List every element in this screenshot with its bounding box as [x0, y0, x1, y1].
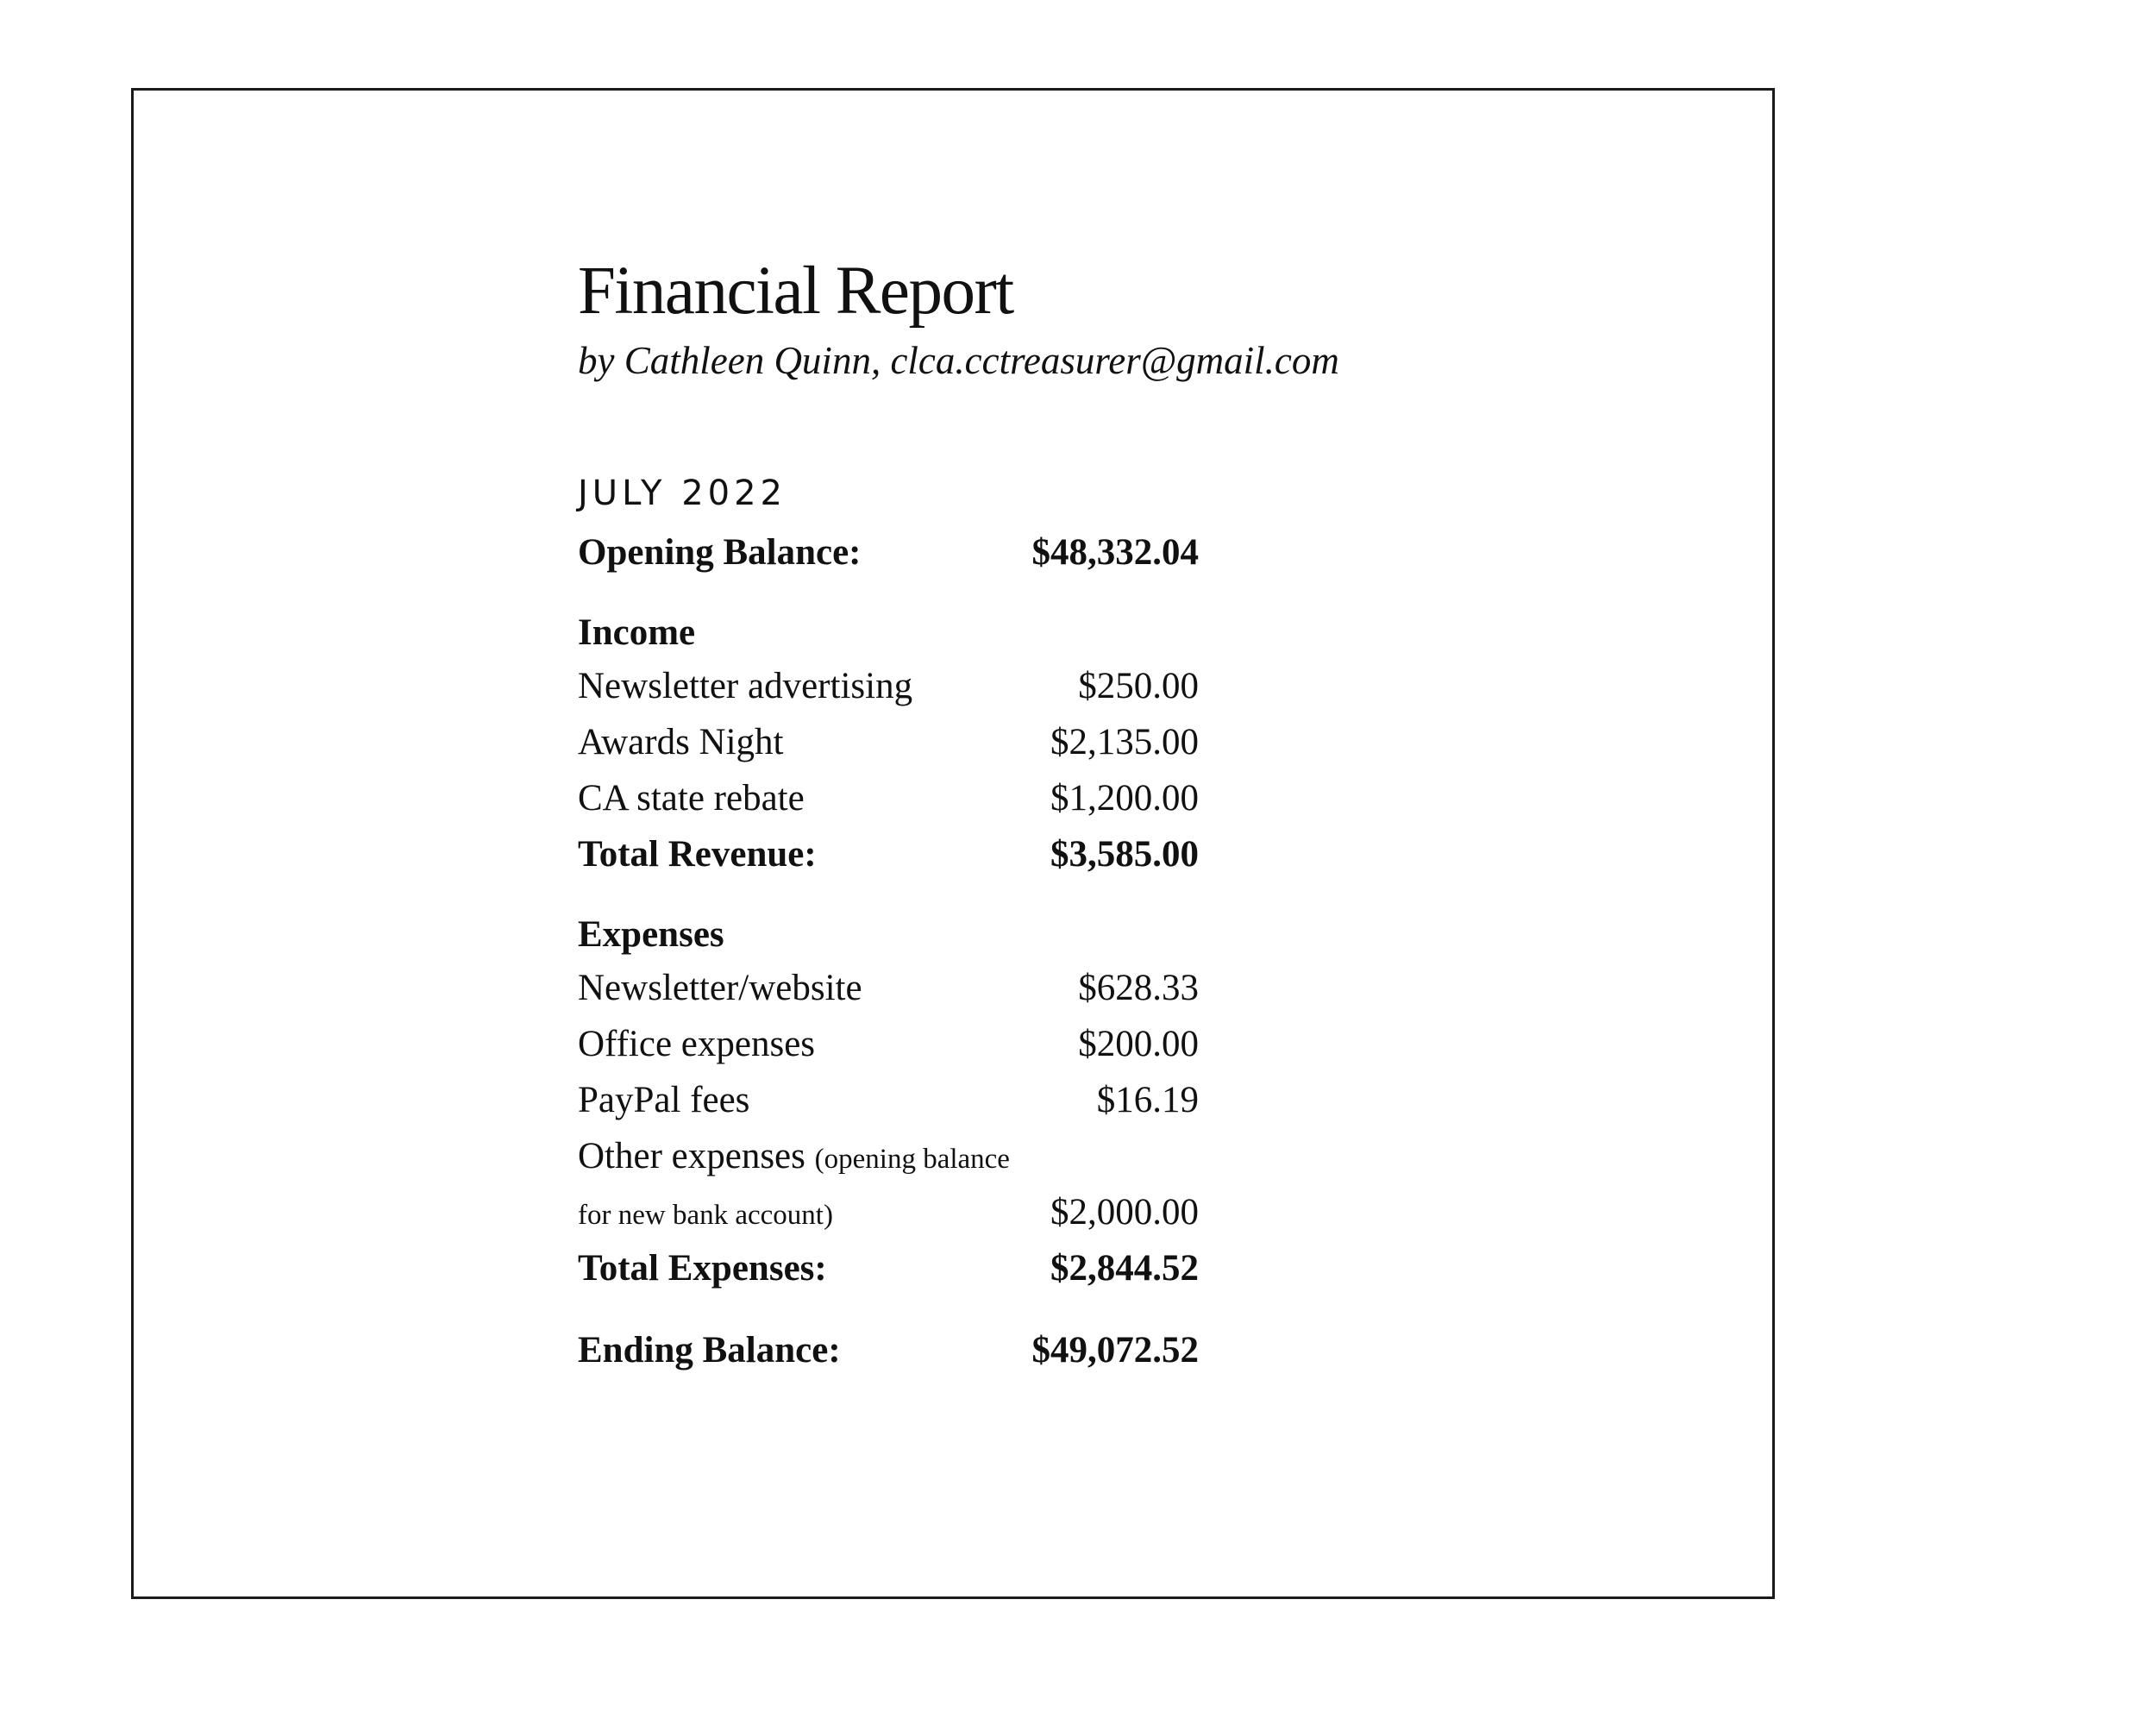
report-title: Financial Report — [578, 254, 1013, 329]
opening-balance-amount: $48,332.04 — [1031, 532, 1199, 573]
other-expenses-note: (opening balance — [814, 1144, 1010, 1175]
other-expenses-note-cont: for new bank account) — [578, 1200, 833, 1231]
expense-item-amount: $16.19 — [1096, 1080, 1199, 1120]
total-expenses-label: Total Expenses: — [578, 1248, 827, 1289]
income-row — [578, 658, 1199, 714]
income-row — [578, 770, 1199, 826]
opening-balance-row — [578, 524, 1199, 580]
income-row — [578, 714, 1199, 770]
expense-item-label: Newsletter/website — [578, 968, 862, 1008]
expense-item-label: PayPal fees — [578, 1080, 750, 1120]
total-expenses-row — [578, 1240, 1199, 1296]
report-content — [578, 250, 1339, 1378]
total-revenue-label: Total Revenue: — [578, 834, 817, 875]
expense-item-label: Office expenses — [578, 1024, 816, 1064]
income-item-label: Awards Night — [578, 722, 784, 762]
other-expenses-label: Other expenses — [578, 1136, 805, 1176]
income-item-amount: $2,135.00 — [1050, 722, 1199, 762]
expense-row — [578, 1072, 1199, 1128]
expense-row — [578, 1016, 1199, 1072]
ending-balance-amount: $49,072.52 — [1031, 1330, 1199, 1371]
ending-balance-label: Ending Balance: — [578, 1330, 841, 1371]
opening-balance-label: Opening Balance: — [578, 532, 862, 573]
total-revenue-row — [578, 826, 1199, 882]
expense-item-amount: $200.00 — [1078, 1024, 1199, 1064]
expense-item-amount: $628.33 — [1078, 968, 1199, 1008]
ending-balance-row — [578, 1322, 1199, 1378]
total-revenue-amount: $3,585.00 — [1050, 834, 1199, 875]
expense-row — [578, 960, 1199, 1016]
other-expenses-row — [578, 1188, 1199, 1240]
income-heading: Income — [578, 612, 696, 653]
income-item-label: Newsletter advertising — [578, 666, 913, 706]
total-expenses-amount: $2,844.52 — [1050, 1248, 1199, 1289]
other-expenses-amount: $2,000.00 — [1050, 1192, 1199, 1233]
other-expenses-line — [578, 1128, 1199, 1188]
report-month: JULY 2022 — [578, 474, 787, 513]
expenses-heading: Expenses — [578, 914, 724, 955]
report-byline: by Cathleen Quinn, clca.cctreasurer@gmail.com — [578, 339, 1339, 382]
income-item-label: CA state rebate — [578, 778, 805, 819]
income-item-amount: $250.00 — [1078, 666, 1199, 706]
income-item-amount: $1,200.00 — [1050, 778, 1199, 819]
